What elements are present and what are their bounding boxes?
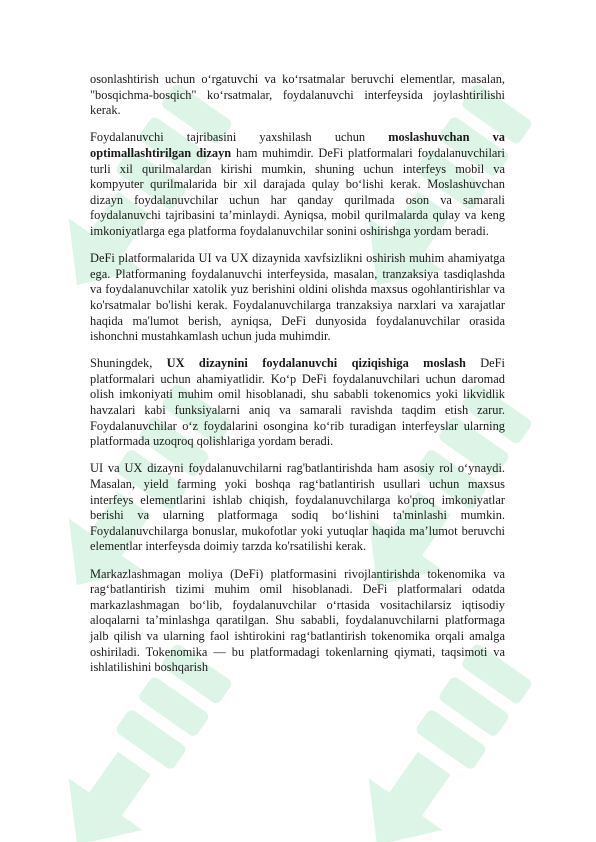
paragraph: UI va UX dizayni foydalanuvchilarni rag'batlantirishda ham asosiy rol o‘ynaydi. Masalan, yield farming yoki boshqa rag‘batlantirish usullari uchun maxsus interfeys elementlarini ishlab chiqish, foydalanuvchilarga ko'proq imkoniyatlar berishi va ularning platformaga sodiq bo‘lishini ta'minlashi mumkin. Foydalanuvchilarga bonuslar, mukofotlar yoki yutuqlar haqida ma’lumot beruvchi elementlar interfeysda doimiy tarzda ko'rsatilishi kerak. xyxy=(90,461,505,554)
paragraph: osonlashtirish uchun o‘rgatuvchi va ko‘rsatmalar beruvchi elementlar, masalan, "bosqichma-bosqich" ko‘rsatmalar, foydalanuvchi interfeysida joylashtirilishi kerak. xyxy=(90,72,505,118)
paragraph: DeFi platformalarida UI va UX dizaynida xavfsizlikni oshirish muhim ahamiyatga ega. Platformaning foydalanuvchi interfeysida, masalan, tranzaksiya tasdiqlashda va foydalanuvchilar xatolik yuz berishini oldini olishda maxsus ogohlantirishlar va ko'rsatmalar bo'lishi kerak. Foydalanuvchilarga tranzaksiya narxlari va xarajatlar haqida ma'lumot berish, ayniqsa, DeFi dunyosida foydalanuvchilar orasida ishonchni mustahkamlash uchun juda muhimdir. xyxy=(90,251,505,344)
paragraph: Shuningdek, UX dizaynini foydalanuvchi qiziqishiga moslash DeFi platformalari uchun ahamiyatlidir. Ko‘p DeFi foydalanuvchilari uchun daromad olish imkoniyati muhim omil hisoblanadi, shu sababli tokenomics yoki likvidlik havzalari kabi funksiyalarni aniq va samarali ravishda taqdim etish zarur. Foydalanuvchilar o‘z foydalarini osongina ko‘rib turadigan interfeyslar ularning platformada uzoqroq qolishlariga yordam beradi. xyxy=(90,356,505,449)
bold-phrase: UX dizaynini foydalanuvchi qiziqishiga moslash xyxy=(166,356,466,371)
bold-phrase: moslashuvchan va optimallashtirilgan dizayn xyxy=(90,130,505,160)
paragraph: Foydalanuvchi tajribasini yaxshilash uchun moslashuvchan va optimallashtirilgan dizayn ham muhimdir. DeFi platformalari foydalanuvchilari turli xil qurilmalardan kirishi mumkin, shuning uchun interfeys mobil va kompyuter qurilmalarida bir xil darajada qulay bo‘lishi kerak. Moslashuvchan dizayn foydalanuvchilar uchun har qanday qurilmada oson va samarali foydalanuvchi tajribasini ta’minlaydi. Ayniqsa, mobil qurilmalarda qulay va keng imkoniyatlarga ega platforma foydalanuvchilar sonini oshirishga yordam beradi. xyxy=(90,130,505,238)
paragraph: Markazlashmagan moliya (DeFi) platformasini rivojlantirishda tokenomika va rag‘batlantirish tizimi muhim omil hisoblanadi. DeFi platformalari odatda markazlashmagan bo‘lib, foydalanuvchilar o‘rtasida vositachilarsiz iqtisodiy aloqalarni ta’minlashga qaratilgan. Shu sababli, foydalanuvchilarni platformaga jalb qilish va ularning faol ishtirokini rag‘batlantirish tokenomika orqali amalga oshiriladi. Tokenomika — bu platformadagi tokenlarning qiymati, taqsimoti va ishlatilishini boshqarish xyxy=(90,566,505,675)
document-body xyxy=(90,72,505,687)
